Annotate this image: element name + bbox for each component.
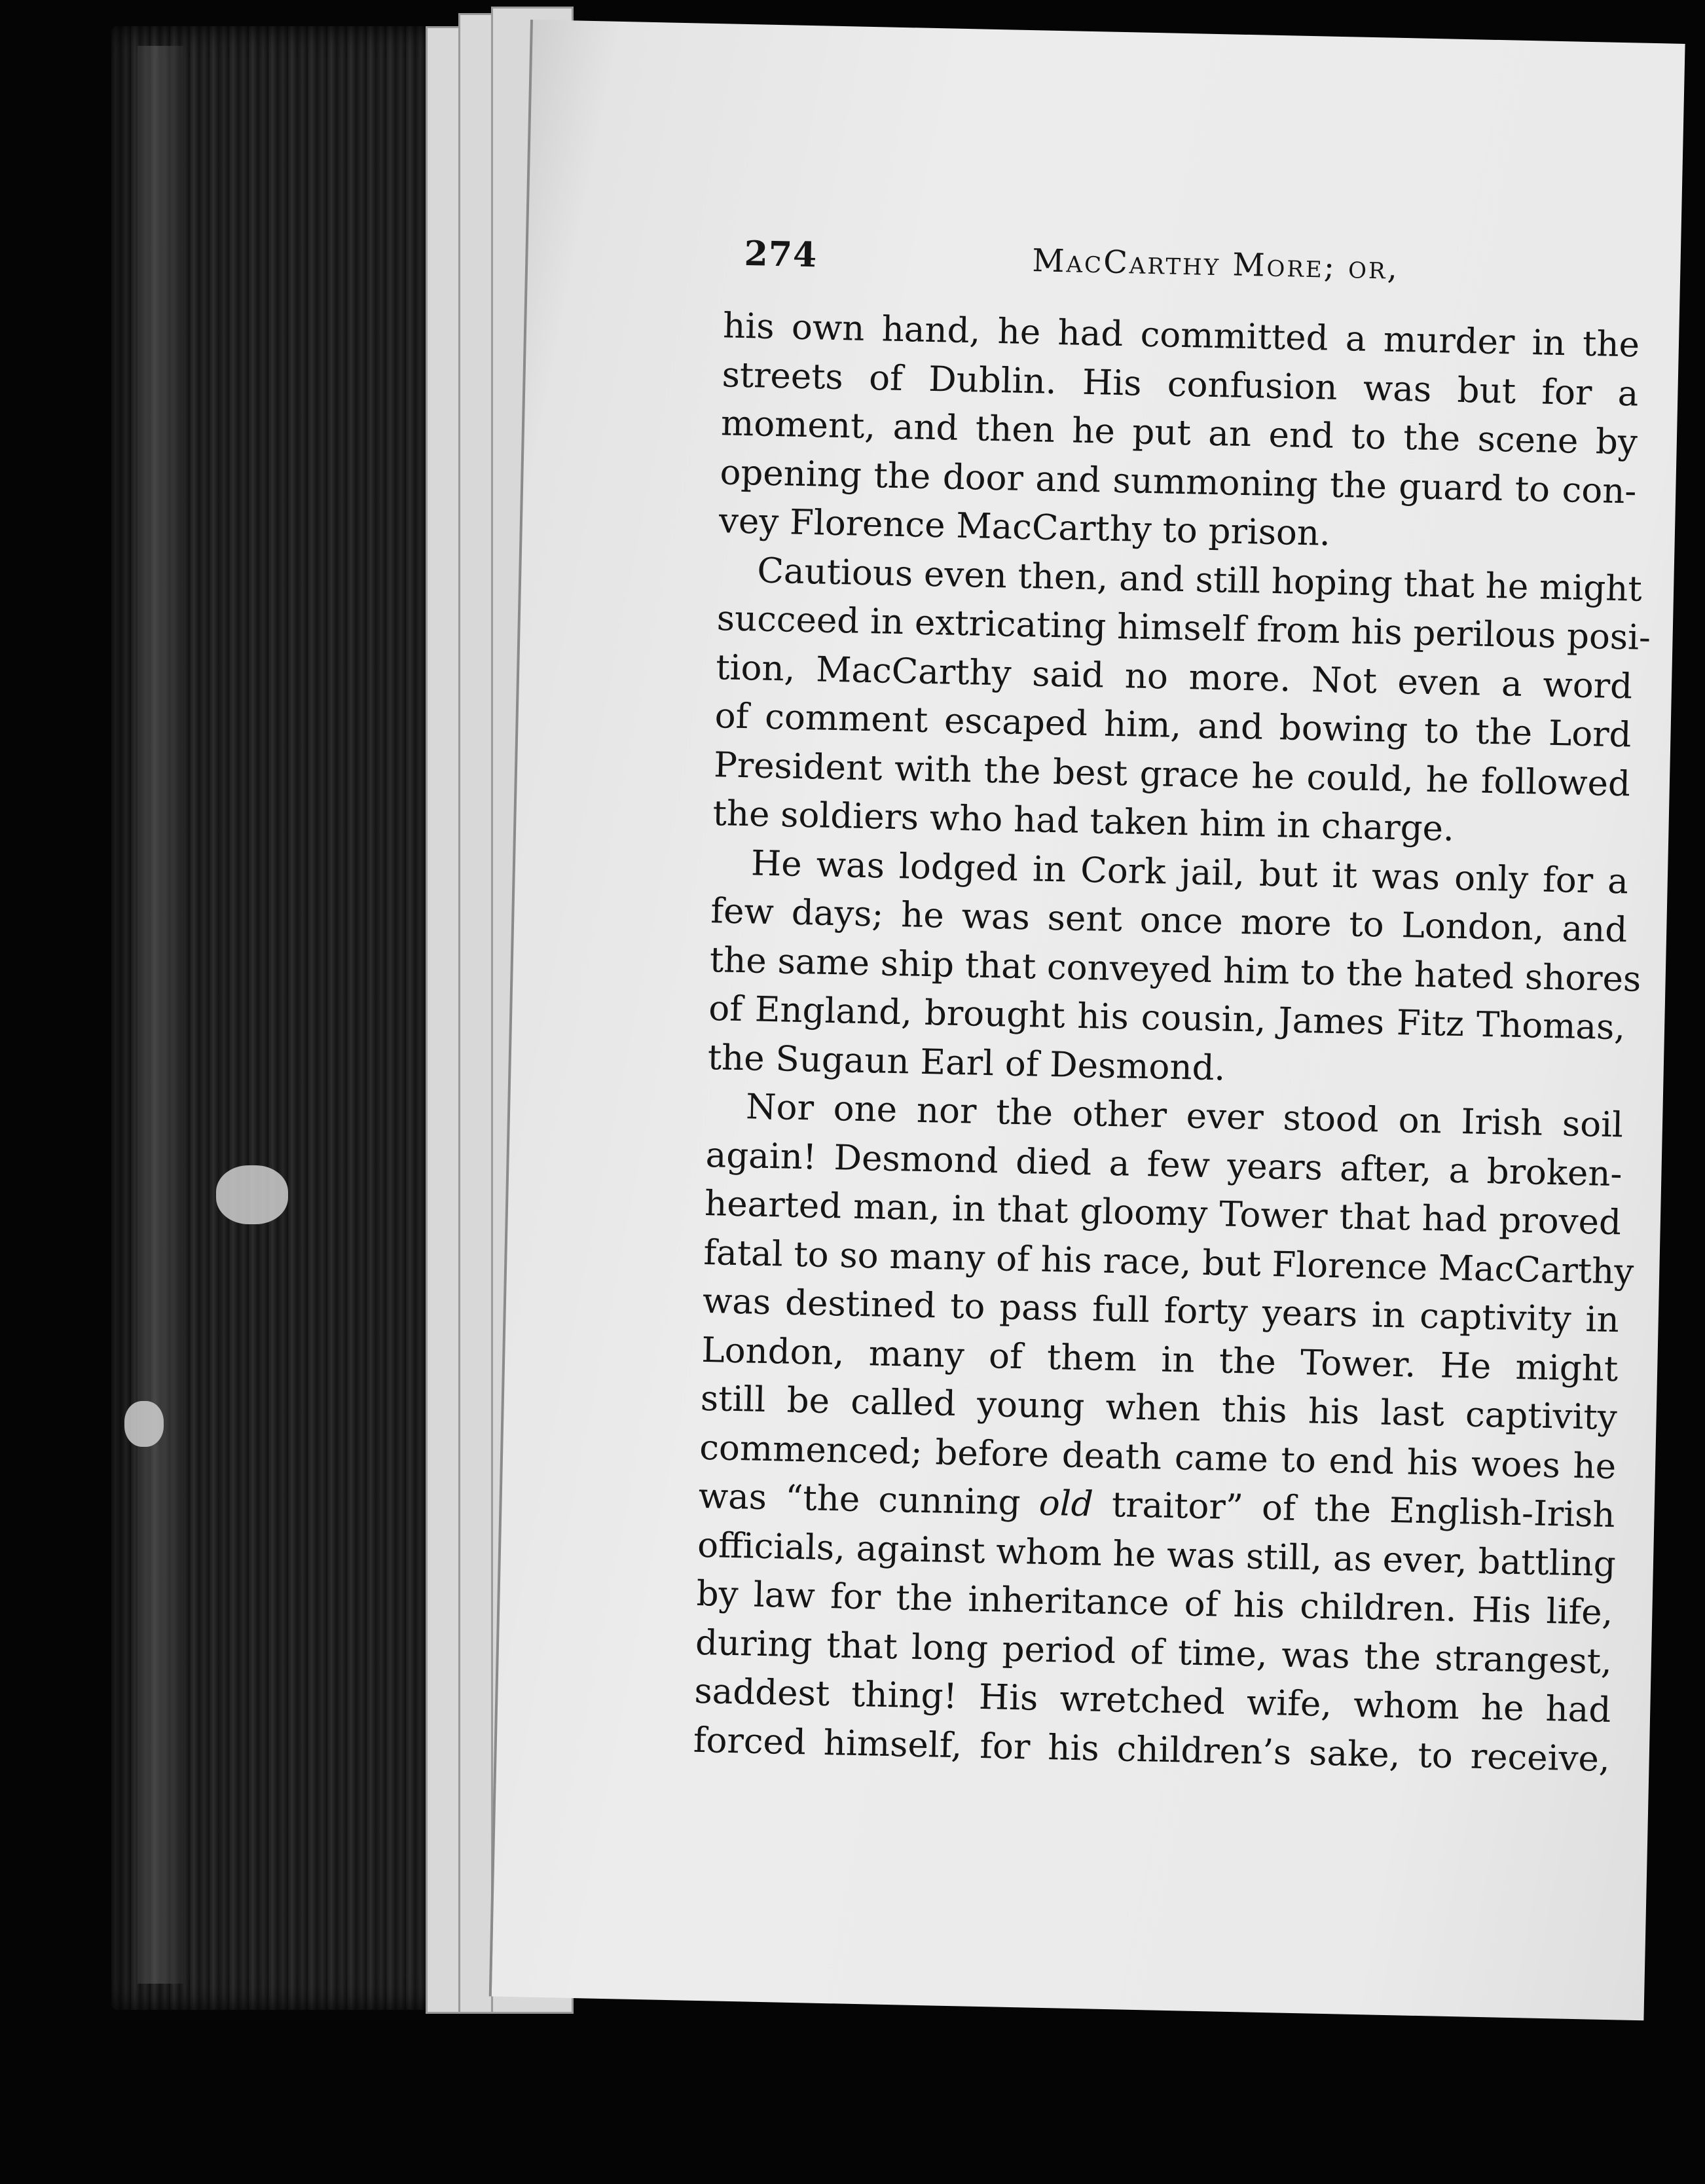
text-line: London, many of them in the Tower. He might [701,1330,1619,1389]
text-line: hearted man, in that gloomy Tower that had proved [704,1183,1622,1243]
text-line: saddest thing! His wretched wife, whom he had [693,1671,1611,1731]
text-line: Nor one nor the other ever stood on Irish soil [745,1087,1624,1146]
paragraph [712,546,1651,858]
paper-blemish [124,1401,164,1447]
book-spine-edge [111,26,452,2010]
text-line: the same ship that conveyed him to the hated shores [709,939,1641,1000]
text-line: moment, and then he put an end to the scene by [720,403,1638,463]
text-line: succeed in extricating himself from his perilous posi- [716,598,1651,659]
text-line: was destined to pass full forty years in captivity in [702,1281,1620,1341]
text-line: President with the best grace he could, he followed [713,744,1631,804]
running-title: MacCarthy More; or, [1031,242,1400,287]
text-line: during that long period of time, was the strangest, [695,1622,1613,1682]
running-head [743,234,1661,312]
page-text [693,302,1651,1784]
text-line: the Sugaun Earl of Desmond. [707,1037,1226,1089]
text-line: tion, MacCarthy said no more. Not even a word [715,647,1633,706]
paragraph [718,302,1640,565]
paper-blemish [216,1165,288,1224]
text-line: the soldiers who had taken him in charge. [712,793,1455,849]
text-run: traitor” of the English-Irish [1093,1484,1616,1536]
text-line: forced himself, for his children’s sake, to receive, [693,1720,1611,1779]
text-line: commenced; before death came to end his woes he [699,1427,1617,1487]
text-line: opening the door and summoning the guard to con- [719,452,1637,512]
text-run: was “the cunning [698,1476,1040,1523]
book-page [489,20,1685,2020]
text-line: still be called young when this his last captivity [700,1378,1618,1438]
text-line: officials, against whom he was still, as ever, battling [697,1525,1617,1584]
text-line: again! Desmond died a few years after, a broken- [705,1135,1623,1194]
paragraph [707,839,1641,1102]
text-line: few days; he was sent once more to London, and [710,891,1628,951]
text-line: fatal to so many of his race, but Florence MacCarthy [703,1232,1634,1292]
text-line: He was lodged in Cork jail, but it was only for a [750,843,1629,901]
text-line: his own hand, he had committed a murder in the [722,306,1640,365]
italic-word: old [1038,1483,1094,1525]
text-line: streets of Dublin. His confusion was but for a [722,354,1640,414]
text-line: of comment escaped him, and bowing to the Lord [714,696,1632,755]
text-line: vey Florence MacCarthy to prison. [718,501,1331,554]
text-line: Cautious even then, and still hoping that he might [756,550,1643,610]
page-number: 274 [743,233,818,276]
text-line: of England, brought his cousin, James Fitz Thomas, [708,989,1626,1048]
text-line: by law for the inheritance of his children. His life, [696,1573,1614,1633]
paragraph [693,1082,1634,1784]
